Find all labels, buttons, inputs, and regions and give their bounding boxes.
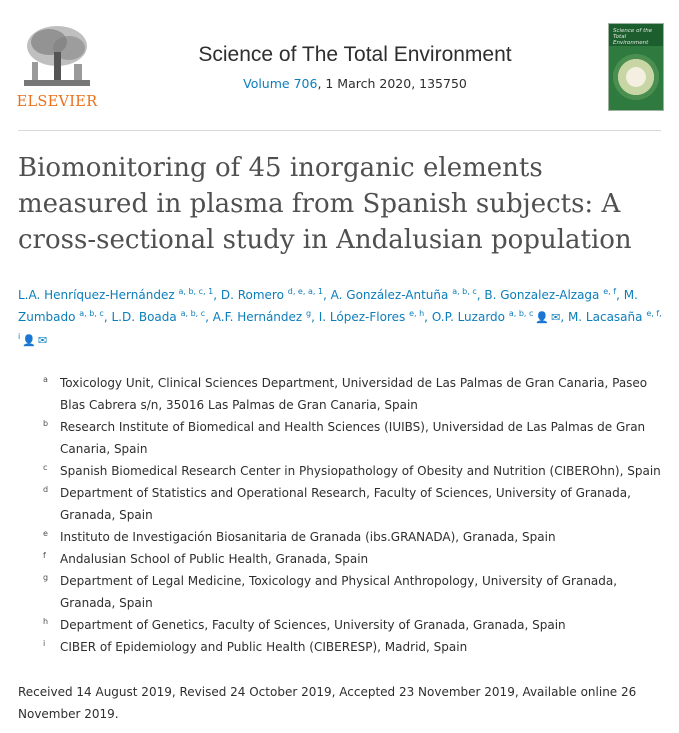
- cover-image: [613, 54, 659, 100]
- author-affiliation-refs[interactable]: a, b, c: [180, 309, 206, 318]
- affiliation-text: Department of Genetics, Faculty of Sciences, University of Granada, Granada, Spain: [60, 618, 566, 632]
- elsevier-logo[interactable]: [14, 22, 100, 114]
- person-icon[interactable]: 👤: [535, 311, 550, 324]
- affiliation-label: f: [43, 551, 46, 560]
- affiliation-label: i: [43, 639, 46, 648]
- author-affiliation-refs[interactable]: a, b, c: [452, 287, 477, 296]
- affiliation-text: Research Institute of Biomedical and Health Sciences (IUIBS), Universidad de Las Palmas de Gran Canaria, Spain: [60, 420, 646, 456]
- author-name[interactable]: M. Zumbado: [18, 288, 638, 324]
- author-item: D. Romero $^{d, e, a, 1}$,: [220, 287, 331, 302]
- author-item: A. González-Antuña $^{a, b, c}$,: [330, 287, 485, 302]
- author-name[interactable]: O.P. Luzardo: [431, 310, 505, 324]
- affiliation-label: c: [43, 463, 48, 472]
- affiliation-item: [40, 372, 665, 416]
- affiliation-label: b: [43, 419, 49, 428]
- journal-cover[interactable]: [608, 23, 664, 111]
- affiliation-list: [40, 372, 665, 658]
- author-affiliation-refs[interactable]: e, f, i: [18, 309, 662, 341]
- author-name[interactable]: M. Lacasaña: [567, 310, 643, 324]
- author-item: M. Zumbado $^{a, b, c}$,: [18, 288, 638, 324]
- author-name[interactable]: L.A. Henríquez-Hernández: [18, 288, 175, 302]
- elsevier-tree-icon: [14, 22, 100, 92]
- affiliation-item: [40, 548, 665, 570]
- author-affiliation-refs[interactable]: e, h: [409, 309, 425, 318]
- affiliation-item: [40, 416, 665, 460]
- publisher-name: ELSEVIER: [16, 94, 98, 110]
- affiliation-label: h: [43, 617, 49, 626]
- cover-title: Science of the Total Environment: [613, 28, 653, 46]
- affiliation-item: [40, 570, 665, 614]
- author-item: A.F. Hernández $^g$,: [212, 309, 319, 324]
- article-title: Biomonitoring of 45 inorganic elements measured in plasma from Spanish subjects: A cross-sectional study in Andalusian population: [18, 153, 632, 255]
- author-item: B. Gonzalez-Alzaga $^{e, f}$,: [484, 287, 624, 302]
- affiliation-label: e: [43, 529, 48, 538]
- affiliation-item: [40, 636, 665, 658]
- author-name[interactable]: D. Romero: [220, 288, 284, 302]
- email-icon[interactable]: ✉: [37, 334, 48, 347]
- affiliation-label: d: [43, 485, 49, 494]
- citation-details: , 1 March 2020, 135750: [317, 76, 467, 91]
- person-icon[interactable]: 👤: [22, 334, 36, 347]
- affiliation-text: Instituto de Investigación Biosanitaria de Granada (ibs.GRANADA), Granada, Spain: [60, 530, 556, 544]
- affiliation-item: [40, 614, 665, 636]
- author-affiliation-refs[interactable]: a, b, c: [508, 309, 534, 318]
- journal-title[interactable]: Science of The Total Environment: [198, 43, 512, 66]
- header-divider: [18, 130, 661, 131]
- affiliation-text: Department of Statistics and Operational Research, Faculty of Sciences, University of Granada, Granada, Spain: [60, 486, 631, 522]
- affiliation-text: Spanish Biomedical Research Center in Physiopathology of Obesity and Nutrition (CIBEROhn), Spain: [60, 464, 661, 478]
- author-name[interactable]: L.D. Boada: [111, 310, 177, 324]
- affiliation-text: Andalusian School of Public Health, Granada, Spain: [60, 552, 369, 566]
- affiliation-text: Department of Legal Medicine, Toxicology and Physical Anthropology, University of Granada, Granada, Spain: [60, 574, 618, 610]
- affiliation-label: a: [43, 375, 48, 384]
- author-affiliation-refs[interactable]: d, e, a, 1: [287, 287, 324, 296]
- author-list: [18, 284, 663, 352]
- author-name[interactable]: I. López-Flores: [318, 310, 406, 324]
- author-item: O.P. Luzardo $^{a, b, c}$ 👤 ✉,: [432, 310, 568, 324]
- volume-link[interactable]: Volume 706: [243, 76, 318, 91]
- author-affiliation-refs[interactable]: a, b, c, 1: [178, 287, 214, 296]
- affiliation-item: [40, 482, 665, 526]
- author-name[interactable]: B. Gonzalez-Alzaga: [484, 288, 600, 302]
- affiliation-item: [40, 460, 665, 482]
- author-item: I. López-Flores $^{e, h}$,: [318, 309, 432, 324]
- affiliation-text: CIBER of Epidemiology and Public Health (CIBERESP), Madrid, Spain: [60, 640, 468, 654]
- affiliation-item: [40, 526, 665, 548]
- author-item: L.D. Boada $^{a, b, c}$,: [111, 309, 213, 324]
- email-icon[interactable]: ✉: [551, 311, 561, 324]
- author-affiliation-refs[interactable]: e, f: [603, 287, 617, 296]
- journal-citation: [120, 76, 590, 91]
- article-history: Received 14 August 2019, Revised 24 October 2019, Accepted 23 November 2019, Available online 26 November 2019.: [18, 685, 637, 721]
- author-name[interactable]: A. González-Antuña: [330, 288, 449, 302]
- affiliation-label: g: [43, 573, 49, 582]
- affiliation-text: Toxicology Unit, Clinical Sciences Department, Universidad de Las Palmas de Gran Canaria, Paseo Blas Cabrera s/n, 35016 Las Palmas de Gran Canaria, Spain: [60, 376, 648, 412]
- author-item: L.A. Henríquez-Hernández $^{a, b, c, 1}$,: [18, 287, 221, 302]
- author-affiliation-refs[interactable]: g: [306, 309, 312, 318]
- author-name[interactable]: A.F. Hernández: [212, 310, 303, 324]
- author-affiliation-refs[interactable]: a, b, c: [79, 309, 104, 318]
- article-header: [0, 0, 679, 130]
